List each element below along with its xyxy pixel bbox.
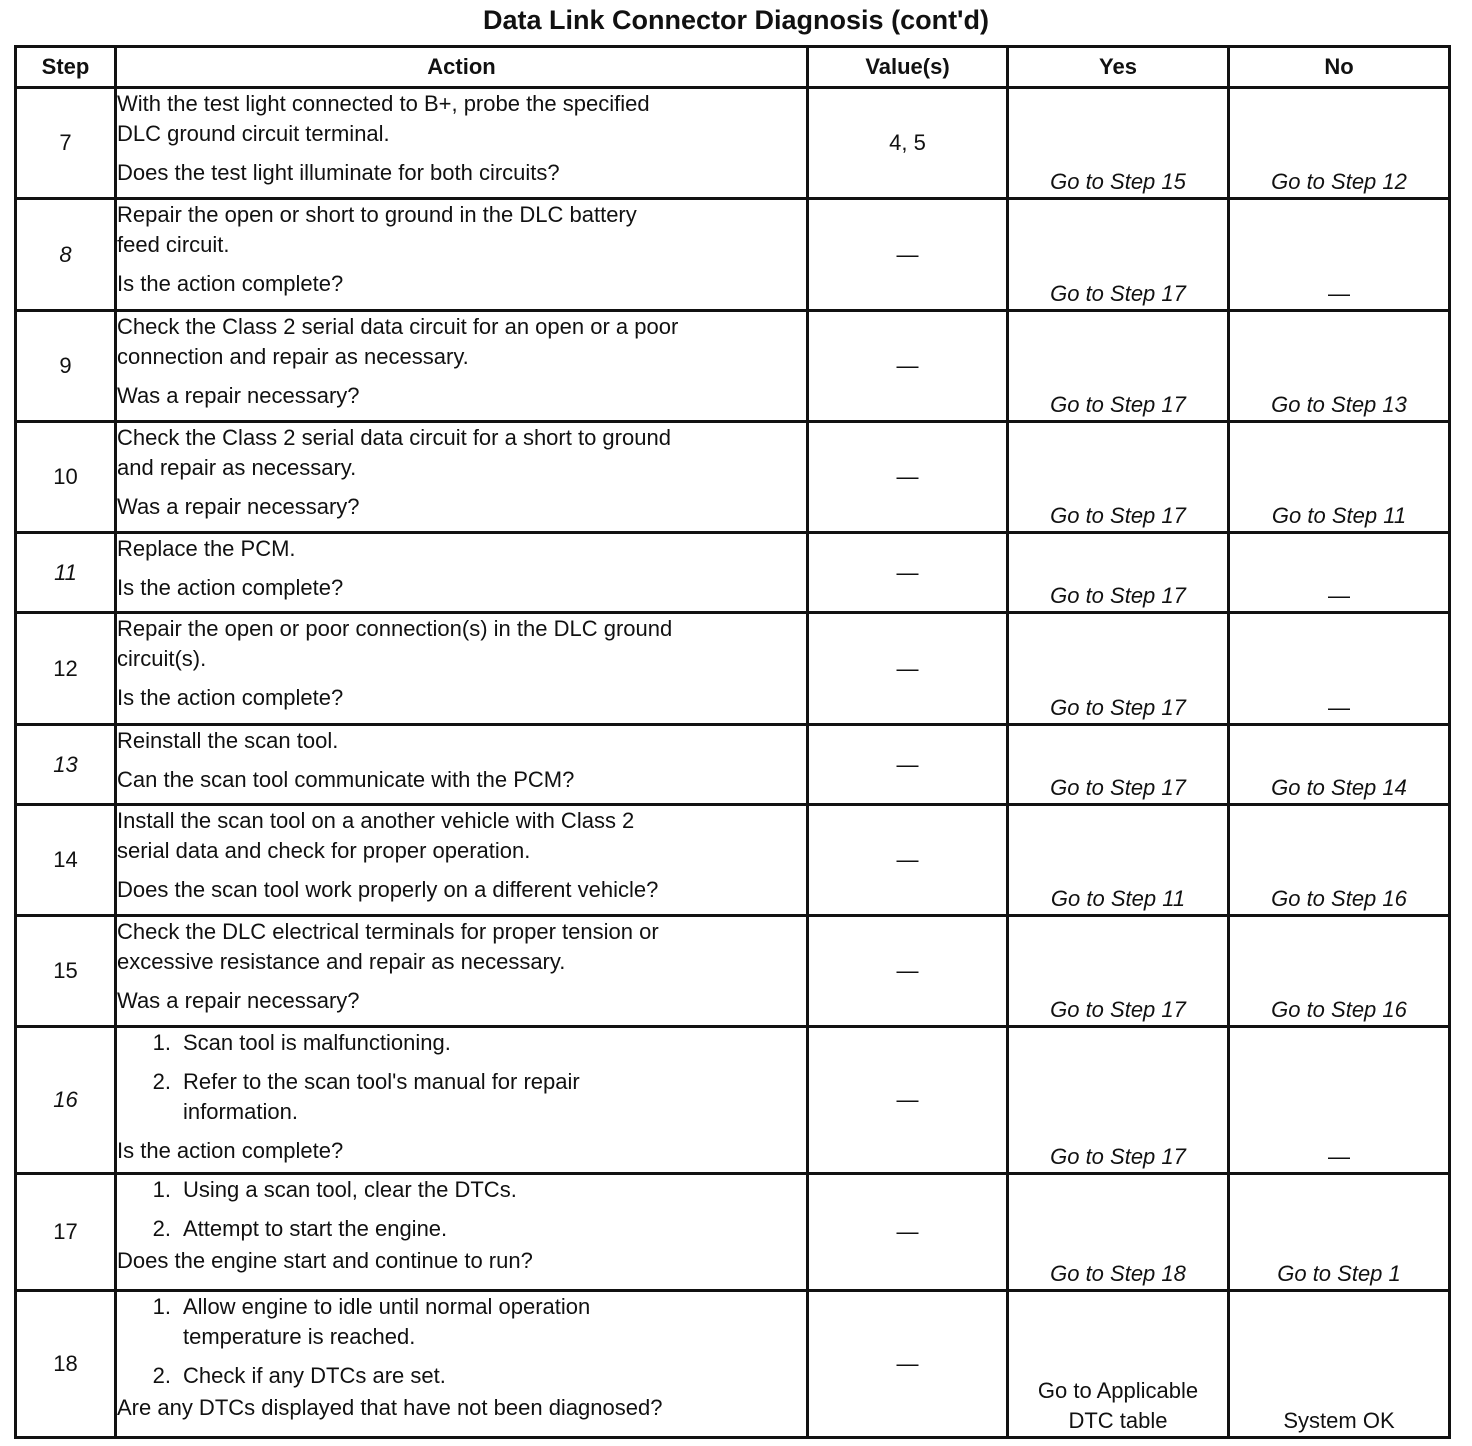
action-text: Check the Class 2 serial data circuit for a short to ground: [117, 425, 671, 450]
value-cell: —: [808, 1291, 1008, 1438]
list-number: 2.: [152, 1216, 171, 1241]
header-action: Action: [116, 47, 808, 88]
yes-cell: [1008, 533, 1229, 613]
no-result: Go to Step 16: [1271, 997, 1407, 1022]
table-row: [16, 916, 1450, 1027]
action-question: Is the action complete?: [117, 271, 344, 296]
no-cell: [1229, 613, 1450, 725]
no-result: Go to Step 13: [1271, 392, 1407, 417]
no-cell: [1229, 725, 1450, 805]
list-text: Using a scan tool, clear the DTCs.: [183, 1177, 517, 1202]
no-result: —: [1328, 281, 1350, 306]
table-row: [16, 613, 1450, 725]
action-cell: [116, 533, 808, 613]
yes-result: Go to Step 17: [1050, 997, 1186, 1022]
no-result: System OK: [1283, 1408, 1395, 1433]
no-result: Go to Step 12: [1271, 169, 1407, 194]
yes-result: Go to Step 11: [1050, 886, 1186, 911]
action-cell: [116, 805, 808, 916]
action-text: Reinstall the scan tool.: [117, 728, 339, 753]
list-number: 2.: [152, 1069, 171, 1094]
list-item: [117, 1067, 806, 1127]
no-cell: [1229, 199, 1450, 311]
table-header-row: [16, 47, 1450, 88]
action-list: [117, 1292, 806, 1391]
value-cell: 4, 5: [808, 88, 1008, 199]
action-cell: [116, 1174, 808, 1291]
list-item: [117, 1361, 806, 1391]
action-text: Replace the PCM.: [117, 536, 296, 561]
table-row: [16, 199, 1450, 311]
no-cell: [1229, 311, 1450, 422]
action-question: Is the action complete?: [117, 1138, 344, 1163]
action-question: Is the action complete?: [117, 575, 344, 600]
list-text: Scan tool is malfunctioning.: [183, 1030, 451, 1055]
list-number: 2.: [152, 1363, 171, 1388]
yes-cell: [1008, 916, 1229, 1027]
table-row: [16, 1174, 1450, 1291]
value-cell: —: [808, 613, 1008, 725]
action-question: Was a repair necessary?: [117, 988, 360, 1013]
yes-cell: [1008, 1291, 1229, 1438]
page-title: Data Link Connector Diagnosis (cont'd): [483, 5, 989, 35]
header-yes: Yes: [1008, 47, 1229, 88]
step-number: 17: [16, 1174, 116, 1291]
step-number: 12: [16, 613, 116, 725]
action-cell: [116, 422, 808, 533]
table-row: [16, 533, 1450, 613]
value-cell: —: [808, 1174, 1008, 1291]
table-row: [16, 805, 1450, 916]
action-text: With the test light connected to B+, probe the specified: [117, 91, 650, 116]
table-row: [16, 311, 1450, 422]
action-text: DLC ground circuit terminal.: [117, 121, 390, 146]
action-text: feed circuit.: [117, 232, 230, 257]
no-cell: [1229, 533, 1450, 613]
step-number: 10: [16, 422, 116, 533]
diagnosis-table: [14, 45, 1451, 1439]
action-cell: [116, 88, 808, 199]
value-cell: —: [808, 725, 1008, 805]
yes-cell: [1008, 422, 1229, 533]
no-cell: [1229, 916, 1450, 1027]
action-cell: [116, 916, 808, 1027]
yes-cell: [1008, 1174, 1229, 1291]
list-text: Attempt to start the engine.: [183, 1216, 448, 1241]
action-text: connection and repair as necessary.: [117, 344, 469, 369]
no-result: —: [1328, 695, 1350, 720]
action-text: Check the Class 2 serial data circuit for an open or a poor: [117, 314, 679, 339]
yes-cell: [1008, 1027, 1229, 1174]
step-number: 11: [16, 533, 116, 613]
table-row: [16, 725, 1450, 805]
action-question: Was a repair necessary?: [117, 494, 360, 519]
list-text: Allow engine to idle until normal operation temperature is reached.: [183, 1294, 591, 1349]
value-cell: —: [808, 1027, 1008, 1174]
no-cell: [1229, 1027, 1450, 1174]
action-list: [117, 1028, 806, 1127]
action-text: Repair the open or poor connection(s) in the DLC ground: [117, 616, 673, 641]
table-row: [16, 1027, 1450, 1174]
action-text: Check the DLC electrical terminals for proper tension or: [117, 919, 659, 944]
header-step: Step: [16, 47, 116, 88]
action-cell: [116, 1027, 808, 1174]
action-cell: [116, 1291, 808, 1438]
step-number: 9: [16, 311, 116, 422]
yes-result: Go to Step 17: [1050, 503, 1186, 528]
no-result: Go to Step 11: [1271, 503, 1407, 528]
yes-result: Go to Step 15: [1050, 169, 1186, 194]
yes-cell: [1008, 199, 1229, 311]
action-text: Repair the open or short to ground in the DLC battery: [117, 202, 637, 227]
yes-cell: [1008, 805, 1229, 916]
list-number: 1.: [152, 1030, 171, 1055]
action-question: Does the scan tool work properly on a different vehicle?: [117, 877, 659, 902]
list-item: [117, 1214, 806, 1244]
value-cell: —: [808, 916, 1008, 1027]
header-values: Value(s): [808, 47, 1008, 88]
step-number: 8: [16, 199, 116, 311]
value-cell: —: [808, 199, 1008, 311]
table-row: [16, 1291, 1450, 1438]
no-cell: [1229, 88, 1450, 199]
step-number: 7: [16, 88, 116, 199]
yes-result: Go to Step 17: [1050, 695, 1186, 720]
action-question: Can the scan tool communicate with the PCM?: [117, 767, 575, 792]
yes-result: Go to Step 17: [1050, 583, 1186, 608]
action-question: Are any DTCs displayed that have not been diagnosed?: [117, 1395, 663, 1420]
no-result: Go to Step 1: [1277, 1261, 1401, 1286]
action-question: Was a repair necessary?: [117, 383, 360, 408]
step-number: 18: [16, 1291, 116, 1438]
yes-result: Go to Step 17: [1050, 281, 1186, 306]
step-number: 14: [16, 805, 116, 916]
header-no: No: [1229, 47, 1450, 88]
action-cell: [116, 311, 808, 422]
list-text: Check if any DTCs are set.: [183, 1363, 446, 1388]
no-cell: [1229, 805, 1450, 916]
no-result: —: [1328, 583, 1350, 608]
list-text: Refer to the scan tool's manual for repair information.: [183, 1069, 580, 1124]
action-text: Install the scan tool on a another vehicle with Class 2: [117, 808, 635, 833]
list-item: [117, 1028, 806, 1058]
list-item: [117, 1175, 806, 1205]
action-question: Does the test light illuminate for both circuits?: [117, 160, 560, 185]
no-result: —: [1328, 1144, 1350, 1169]
action-text: excessive resistance and repair as necessary.: [117, 949, 566, 974]
action-question: Is the action complete?: [117, 685, 344, 710]
yes-cell: [1008, 725, 1229, 805]
step-number: 16: [16, 1027, 116, 1174]
no-result: Go to Step 14: [1271, 775, 1407, 800]
step-number: 15: [16, 916, 116, 1027]
yes-result: Go to Step 17: [1050, 1144, 1186, 1169]
yes-result: Go to Applicable DTC table: [1037, 1378, 1199, 1433]
action-question: Does the engine start and continue to run?: [117, 1248, 533, 1273]
yes-cell: [1008, 88, 1229, 199]
action-text: circuit(s).: [117, 646, 207, 671]
yes-cell: [1008, 311, 1229, 422]
list-item: [117, 1292, 806, 1352]
table-row: [16, 88, 1450, 199]
action-text: serial data and check for proper operation.: [117, 838, 531, 863]
table-row: [16, 422, 1450, 533]
no-cell: [1229, 422, 1450, 533]
yes-cell: [1008, 613, 1229, 725]
value-cell: —: [808, 533, 1008, 613]
yes-result: Go to Step 17: [1050, 392, 1186, 417]
action-cell: [116, 725, 808, 805]
list-number: 1.: [152, 1177, 171, 1202]
action-cell: [116, 199, 808, 311]
no-cell: [1229, 1174, 1450, 1291]
list-number: 1.: [152, 1294, 171, 1319]
yes-result: Go to Step 17: [1050, 775, 1186, 800]
step-number: 13: [16, 725, 116, 805]
value-cell: —: [808, 805, 1008, 916]
no-result: Go to Step 16: [1271, 886, 1407, 911]
yes-result: Go to Step 18: [1050, 1261, 1186, 1286]
action-text: and repair as necessary.: [117, 455, 357, 480]
value-cell: —: [808, 311, 1008, 422]
action-cell: [116, 613, 808, 725]
no-cell: [1229, 1291, 1450, 1438]
value-cell: —: [808, 422, 1008, 533]
action-list: [117, 1175, 806, 1244]
